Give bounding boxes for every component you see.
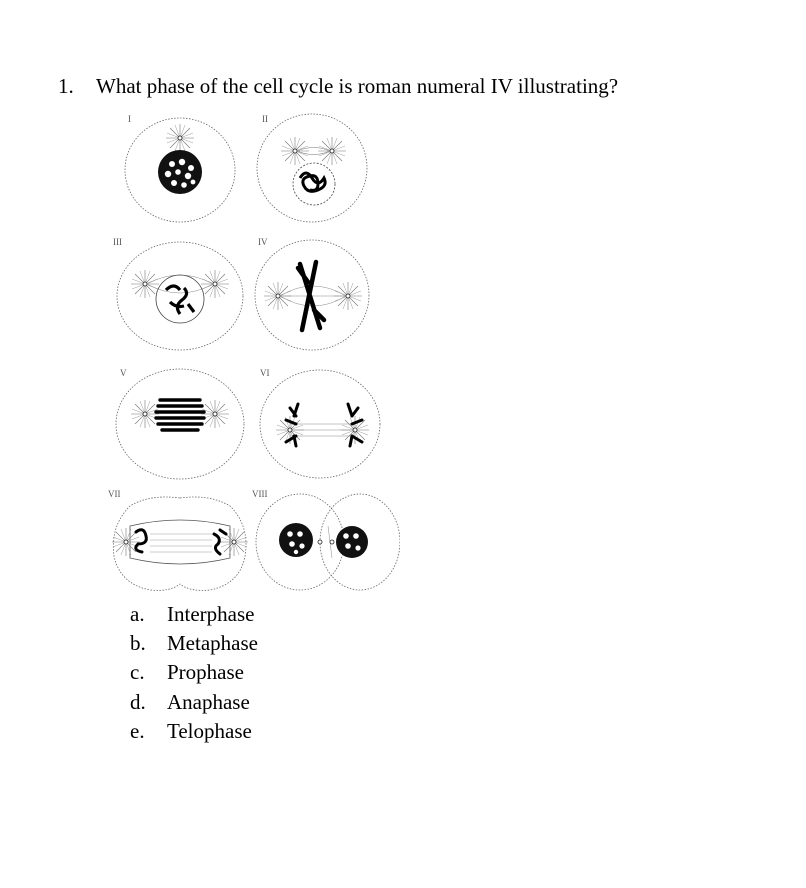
- panel-label-8: VIII: [252, 489, 268, 499]
- cell-panel-4: [255, 237, 369, 350]
- choice-c[interactable]: [130, 658, 258, 687]
- cell-panel-6: [260, 368, 380, 478]
- answer-choices: [130, 600, 258, 746]
- choice-text: Metaphase: [167, 631, 258, 656]
- panel-label-2: II: [262, 114, 268, 124]
- choice-letter: b.: [130, 631, 146, 656]
- choice-text: Telophase: [167, 718, 252, 743]
- choice-b[interactable]: [130, 629, 258, 658]
- choice-text: Prophase: [167, 660, 244, 685]
- cell-panel-5: [116, 368, 244, 479]
- cell-panel-1: [125, 114, 235, 222]
- panel-label-7: VII: [108, 489, 121, 499]
- cell-panel-2: [257, 114, 367, 222]
- question: [58, 74, 618, 99]
- choice-letter: c.: [130, 660, 145, 685]
- panel-label-1: I: [128, 114, 131, 124]
- choice-letter: d.: [130, 689, 146, 714]
- choice-letter: e.: [130, 718, 145, 743]
- choice-text: Anaphase: [167, 689, 250, 714]
- panel-label-3: III: [113, 237, 122, 247]
- cell-panel-8: [252, 489, 400, 590]
- question-number: 1.: [58, 74, 74, 98]
- choice-d[interactable]: [130, 688, 258, 717]
- panel-label-4: IV: [258, 237, 268, 247]
- panel-label-6: VI: [260, 368, 270, 378]
- choice-a[interactable]: [130, 600, 258, 629]
- choice-text: Interphase: [167, 602, 255, 626]
- choice-letter: a.: [130, 602, 145, 626]
- question-text: What phase of the cell cycle is roman numeral IV illustrating?: [96, 74, 619, 98]
- cell-cycle-figure: [100, 106, 400, 596]
- cell-panel-7: [108, 489, 248, 590]
- cell-panel-3: [113, 237, 243, 350]
- panel-label-5: V: [120, 368, 127, 378]
- choice-e[interactable]: [130, 717, 258, 746]
